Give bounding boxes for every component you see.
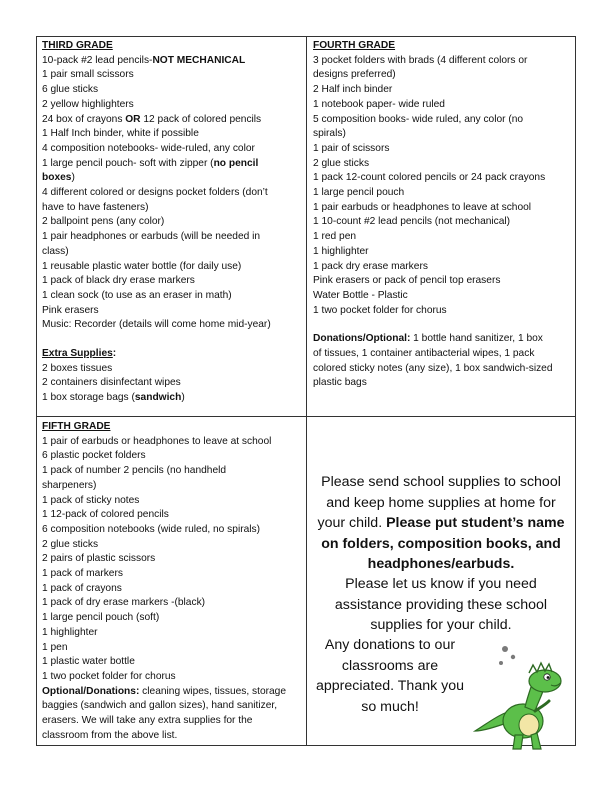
list-item: erasers. We will take any extra supplies for the <box>42 715 253 727</box>
list-item: 1 large pencil pouch <box>313 187 405 199</box>
donations-note: Any donations to our classrooms are appreciated. Thank you so much! <box>315 637 465 715</box>
extra-supplies-heading: Extra Supplies: <box>42 348 117 360</box>
list-item: Pink erasers <box>42 304 99 316</box>
list-item: 1 pack of sticky notes <box>42 494 140 506</box>
third-grade-cell <box>37 37 307 417</box>
list-item: 2 yellow highlighters <box>42 98 134 110</box>
list-item: 1 two pocket folder for chorus <box>313 304 447 316</box>
supply-list-table <box>36 36 576 746</box>
list-item: 1 pair of earbuds or headphones to leave at school <box>42 435 272 447</box>
list-item: 1 pack 12-count colored pencils or 24 pack crayons <box>313 172 546 184</box>
list-item: 1 pack of markers <box>42 568 123 580</box>
list-item: 6 plastic pocket folders <box>42 450 146 462</box>
spacer <box>42 333 301 347</box>
list-item: 1 pair earbuds or headphones to leave at school <box>313 201 532 213</box>
list-item: 1 Half Inch binder, white if possible <box>42 128 199 140</box>
list-item: 1 red pen <box>313 231 357 243</box>
fifth-grade-title: FIFTH GRADE <box>42 421 111 432</box>
list-item: of tissues, 1 container antibacterial wipes, 1 pack <box>313 348 535 360</box>
fourth-grade-title: FOURTH GRADE <box>313 40 396 51</box>
list-item: designs preferred) <box>313 69 396 81</box>
list-item: 5 composition books- wide ruled, any color (no <box>313 113 524 125</box>
list-item: 2 Half inch binder <box>313 84 393 96</box>
list-item: 1 plastic water bottle <box>42 656 135 668</box>
list-item: spirals) <box>313 128 346 140</box>
list-item: 1 notebook paper- wide ruled <box>313 98 445 110</box>
list-item: 2 pairs of plastic scissors <box>42 553 156 565</box>
list-item: 1 12-pack of colored pencils <box>42 509 169 521</box>
third-grade-bags: 1 box storage bags (sandwich) <box>42 392 185 404</box>
list-item: 1 10-count #2 lead pencils (not mechanical) <box>313 216 511 228</box>
assistance-note: Please let us know if you need assistance providing these school supplies for your child. <box>334 576 548 633</box>
list-item: sharpeners) <box>42 479 97 491</box>
list-item: 1 highlighter <box>42 626 98 638</box>
third-grade-crayons: 24 box of crayons OR 12 pack of colored pencils <box>42 113 262 125</box>
list-item: 1 large pencil pouch (soft) <box>42 612 160 624</box>
fifth-grade-cell <box>37 417 307 745</box>
list-item: 1 pair small scissors <box>42 69 134 81</box>
notes-cell <box>307 417 575 745</box>
list-item: 6 glue sticks <box>42 84 99 96</box>
list-item: classroom from the above list. <box>42 729 178 741</box>
list-item: 1 pen <box>42 641 68 653</box>
list-item: 1 pair of scissors <box>313 142 390 154</box>
list-item: 1 pack of number 2 pencils (no handheld <box>42 465 227 477</box>
list-item: 2 glue sticks <box>42 538 99 550</box>
list-item: 1 pair headphones or earbuds (will be needed in <box>42 231 261 243</box>
third-grade-pouch: 1 large pencil pouch- soft with zipper (no pencil <box>42 157 259 169</box>
list-item: 2 containers disinfectant wipes <box>42 377 181 389</box>
list-item: 1 pack of dry erase markers -(black) <box>42 597 206 609</box>
list-item: 1 reusable plastic water bottle (for daily use) <box>42 260 242 272</box>
list-item: 4 composition notebooks- wide-ruled, any color <box>42 142 255 154</box>
fourth-grade-cell <box>307 37 575 417</box>
list-item: 1 clean sock (to use as an eraser in math) <box>42 289 232 301</box>
list-item: Water Bottle - Plastic <box>313 289 408 301</box>
list-item: 1 pack of crayons <box>42 582 122 594</box>
list-item: 2 boxes tissues <box>42 362 113 374</box>
list-item: Music: Recorder (details will come home mid-year) <box>42 319 271 331</box>
third-grade-pouch-cont: boxes) <box>42 172 75 184</box>
send-supplies-note: Please send school supplies to school and keep home supplies at home for your child. Please put student’s name on folders, composition books, and headphones/earbuds. <box>317 474 565 572</box>
list-item: 4 different colored or designs pocket folders (don’t <box>42 187 268 199</box>
list-item: 1 pack of black dry erase markers <box>42 275 195 287</box>
list-item: 1 highlighter <box>313 245 369 257</box>
spacer <box>313 318 569 332</box>
list-item: colored sticky notes (any size), 1 box sandwich-sized <box>313 362 553 374</box>
fourth-donations-line: Donations/Optional: 1 bottle hand sanitizer, 1 box <box>313 333 543 345</box>
fifth-optional-line: Optional/Donations: cleaning wipes, tissues, storage <box>42 685 287 697</box>
third-grade-pencils: 10-pack #2 lead pencils-NOT MECHANICAL <box>42 54 246 66</box>
list-item: baggies (sandwich and gallon sizes), hand sanitizer, <box>42 700 278 712</box>
list-item: have to have fasteners) <box>42 201 149 213</box>
list-item: 3 pocket folders with brads (4 different colors or <box>313 54 528 66</box>
list-item: plastic bags <box>313 377 367 389</box>
list-item: class) <box>42 245 69 257</box>
list-item: 2 glue sticks <box>313 157 370 169</box>
list-item: 1 pack dry erase markers <box>313 260 428 272</box>
list-item: 6 composition notebooks (wide ruled, no spirals) <box>42 523 261 535</box>
list-item: 1 two pocket folder for chorus <box>42 670 176 682</box>
dinosaur-illustration <box>473 643 567 759</box>
list-item: 2 ballpoint pens (any color) <box>42 216 165 228</box>
third-grade-title: THIRD GRADE <box>42 40 113 51</box>
list-item: Pink erasers or pack of pencil top erasers <box>313 275 501 287</box>
